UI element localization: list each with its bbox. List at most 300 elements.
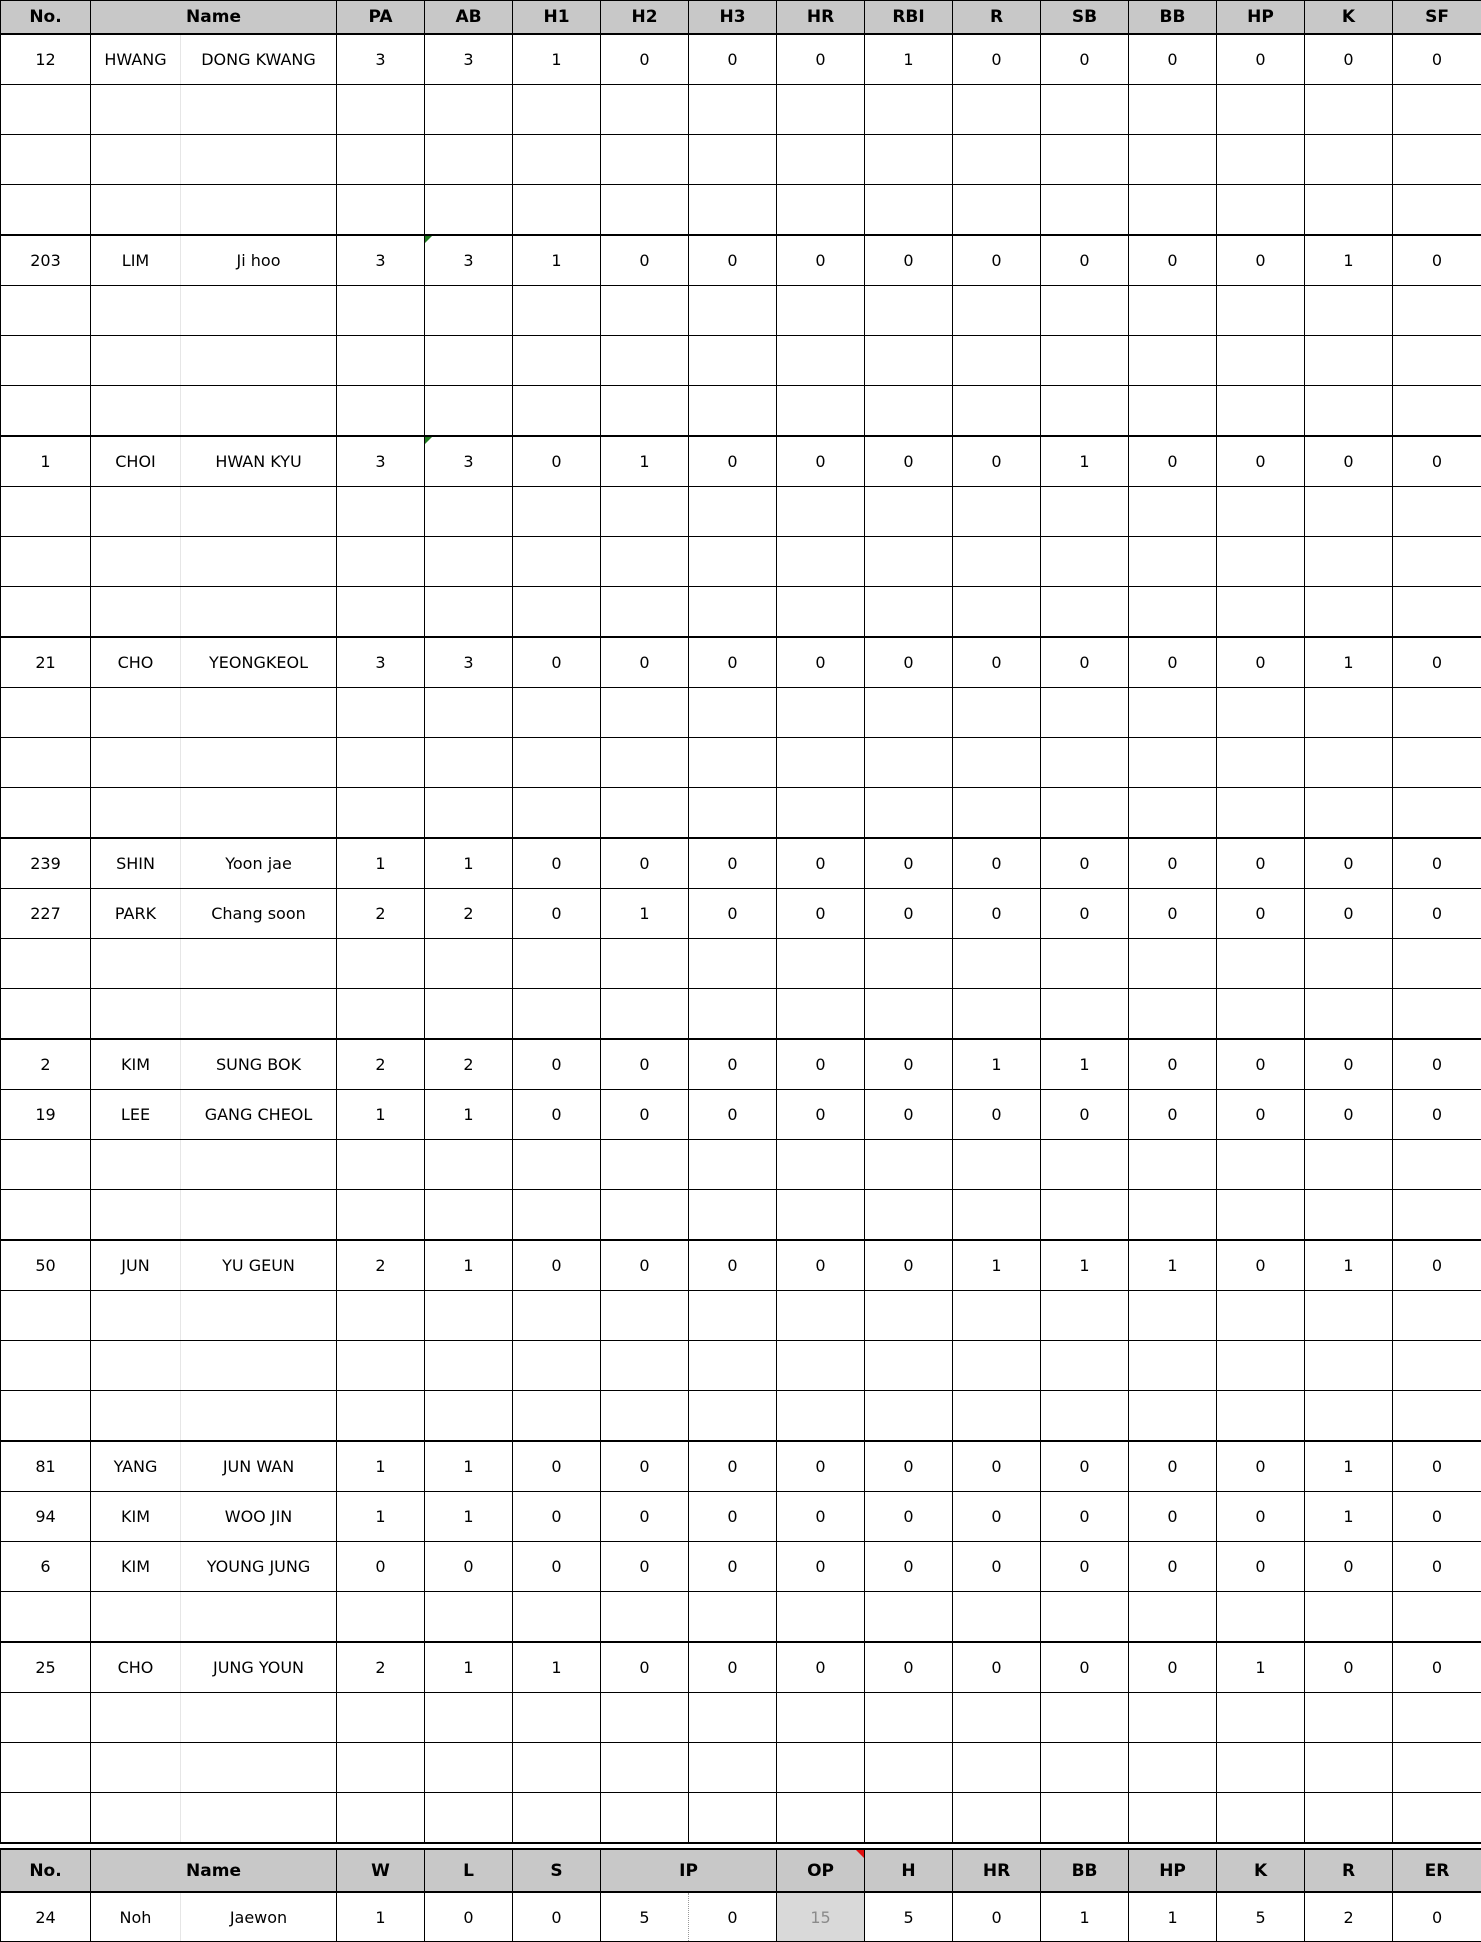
stat-cell-bb: 1 xyxy=(1041,1892,1129,1942)
stat-cell-k: 0 xyxy=(1305,436,1393,487)
stat-cell-sf xyxy=(1393,487,1481,537)
stat-cell-ab: 0 xyxy=(425,1542,513,1592)
stat-cell-sf xyxy=(1393,788,1481,839)
stat-cell-rbi xyxy=(865,185,953,236)
stat-cell-sf: 0 xyxy=(1393,889,1481,939)
stat-cell-k xyxy=(1305,738,1393,788)
stat-cell-rbi: 0 xyxy=(865,1492,953,1542)
stat-cell-hr xyxy=(777,1793,865,1844)
last-name-cell: KIM xyxy=(91,1542,181,1592)
stat-cell-bb xyxy=(1129,85,1217,135)
stat-cell-k xyxy=(1305,537,1393,587)
first-name-cell: Ji hoo xyxy=(181,235,337,286)
stat-cell-sb xyxy=(1041,1743,1129,1793)
stat-cell-sb: 0 xyxy=(1041,637,1129,688)
stat-cell-hr xyxy=(777,1140,865,1190)
stat-cell-hp: 0 xyxy=(1217,889,1305,939)
stat-cell-ab xyxy=(425,1693,513,1743)
stat-cell-hp xyxy=(1217,386,1305,437)
stat-cell-k: 1 xyxy=(1305,1492,1393,1542)
table-row xyxy=(1,688,1481,738)
last-name-cell xyxy=(91,85,181,135)
player-number-cell xyxy=(1,1341,91,1391)
first-name-cell: WOO JIN xyxy=(181,1492,337,1542)
stat-cell-bb: 0 xyxy=(1129,1642,1217,1693)
stat-cell-h1: 0 xyxy=(513,1039,601,1090)
stat-cell-rbi: 0 xyxy=(865,1542,953,1592)
stat-cell-rbi: 1 xyxy=(865,34,953,85)
stat-cell-ab xyxy=(425,185,513,236)
stat-cell-ab xyxy=(425,1743,513,1793)
stat-cell-sb xyxy=(1041,738,1129,788)
stat-cell-pa xyxy=(337,386,425,437)
last-name-cell xyxy=(91,537,181,587)
stat-cell-rbi xyxy=(865,1743,953,1793)
stat-cell-h3: 0 xyxy=(689,637,777,688)
stat-cell-sf xyxy=(1393,336,1481,386)
stat-cell-hr: 0 xyxy=(777,235,865,286)
stat-cell-ab xyxy=(425,85,513,135)
stat-cell-h2 xyxy=(601,1291,689,1341)
first-name-cell: Jaewon xyxy=(181,1892,337,1942)
stat-cell-bb: 0 xyxy=(1129,436,1217,487)
stat-cell-sf: 0 xyxy=(1393,235,1481,286)
stat-cell-h3 xyxy=(689,336,777,386)
stat-cell-pa: 1 xyxy=(337,838,425,889)
table-row xyxy=(1,436,1481,487)
stat-cell-ab: 3 xyxy=(425,235,513,286)
stat-cell-sb xyxy=(1041,1592,1129,1643)
table-row xyxy=(1,1190,1481,1241)
pitching-stats-table xyxy=(0,1848,1481,1942)
stat-cell-sb xyxy=(1041,336,1129,386)
stat-cell-sb xyxy=(1041,386,1129,437)
stat-cell-r xyxy=(953,1592,1041,1643)
stat-cell-h1 xyxy=(513,788,601,839)
stat-cell-h2: 0 xyxy=(601,1642,689,1693)
stat-cell-sf xyxy=(1393,537,1481,587)
player-number-cell xyxy=(1,1190,91,1241)
first-name-cell xyxy=(181,386,337,437)
stat-cell-h3: 0 xyxy=(689,1039,777,1090)
stat-cell-sb xyxy=(1041,939,1129,989)
table-row xyxy=(1,235,1481,286)
pitching-header-no: No. xyxy=(1,1849,91,1892)
table-row xyxy=(1,1793,1481,1844)
stat-cell-sf xyxy=(1393,135,1481,185)
stat-cell-ab: 1 xyxy=(425,1240,513,1291)
table-row xyxy=(1,1592,1481,1643)
stat-cell-bb xyxy=(1129,286,1217,336)
stat-cell-hr: 0 xyxy=(777,838,865,889)
table-row xyxy=(1,1341,1481,1391)
stat-cell-r: 0 xyxy=(953,889,1041,939)
stat-cell-h3 xyxy=(689,688,777,738)
stat-cell-bb: 0 xyxy=(1129,889,1217,939)
column-header-sf: SF xyxy=(1393,1,1481,35)
stat-cell-sb xyxy=(1041,135,1129,185)
stat-cell-ab: 3 xyxy=(425,637,513,688)
stat-cell-r: 2 xyxy=(1305,1892,1393,1942)
first-name-cell xyxy=(181,185,337,236)
stat-cell-ab: 3 xyxy=(425,34,513,85)
stat-cell-k xyxy=(1305,286,1393,336)
stat-cell-bb: 0 xyxy=(1129,1441,1217,1492)
stat-cell-hp xyxy=(1217,989,1305,1040)
stat-cell-pa xyxy=(337,688,425,738)
last-name-cell: Noh xyxy=(91,1892,181,1942)
last-name-cell: HWANG xyxy=(91,34,181,85)
stat-cell-hp: 0 xyxy=(1217,1039,1305,1090)
stat-cell-h1 xyxy=(513,1743,601,1793)
stat-cell-hp: 0 xyxy=(1217,436,1305,487)
last-name-cell xyxy=(91,1291,181,1341)
stat-cell-w: 1 xyxy=(337,1892,425,1942)
stat-cell-hp: 0 xyxy=(1217,1240,1305,1291)
stat-cell-r xyxy=(953,185,1041,236)
stat-cell-sf xyxy=(1393,1140,1481,1190)
column-header-h1: H1 xyxy=(513,1,601,35)
pitching-header-hp: HP xyxy=(1129,1849,1217,1892)
stat-cell-h3 xyxy=(689,386,777,437)
first-name-cell: GANG CHEOL xyxy=(181,1090,337,1140)
stat-cell-sf xyxy=(1393,1592,1481,1643)
stat-cell-hr: 0 xyxy=(777,889,865,939)
player-number-cell xyxy=(1,688,91,738)
stat-cell-sb xyxy=(1041,788,1129,839)
stat-cell-h3 xyxy=(689,1592,777,1643)
stat-cell-hp: 0 xyxy=(1217,1441,1305,1492)
stat-cell-r xyxy=(953,286,1041,336)
stat-cell-rbi xyxy=(865,939,953,989)
stat-cell-h3 xyxy=(689,286,777,336)
last-name-cell: CHOI xyxy=(91,436,181,487)
stat-cell-bb: 0 xyxy=(1129,637,1217,688)
stat-cell-bb xyxy=(1129,487,1217,537)
stat-cell-k xyxy=(1305,1592,1393,1643)
stat-cell-bb: 0 xyxy=(1129,1542,1217,1592)
stat-cell-r: 0 xyxy=(953,1492,1041,1542)
stat-cell-rbi: 0 xyxy=(865,1441,953,1492)
stat-cell-pa xyxy=(337,989,425,1040)
stat-cell-h1 xyxy=(513,1291,601,1341)
stat-cell-pa: 3 xyxy=(337,34,425,85)
stat-cell-bb xyxy=(1129,1140,1217,1190)
stat-cell-h1 xyxy=(513,1793,601,1844)
stat-cell-k xyxy=(1305,989,1393,1040)
stat-cell-h3: 0 xyxy=(689,1090,777,1140)
stat-cell-r xyxy=(953,537,1041,587)
stat-cell-h2 xyxy=(601,537,689,587)
column-header-hp: HP xyxy=(1217,1,1305,35)
stat-cell-sf xyxy=(1393,386,1481,437)
stat-cell-hr xyxy=(777,1391,865,1442)
stat-cell-hp xyxy=(1217,587,1305,638)
stat-cell-sb: 0 xyxy=(1041,1542,1129,1592)
player-number-cell: 94 xyxy=(1,1492,91,1542)
stat-cell-hp xyxy=(1217,788,1305,839)
first-name-cell xyxy=(181,587,337,638)
first-name-cell: YU GEUN xyxy=(181,1240,337,1291)
player-number-cell: 2 xyxy=(1,1039,91,1090)
stat-cell-h2: 0 xyxy=(601,235,689,286)
stat-cell-sb xyxy=(1041,1793,1129,1844)
table-row xyxy=(1,738,1481,788)
batting-header-row xyxy=(1,1,1481,35)
stat-cell-l: 0 xyxy=(425,1892,513,1942)
first-name-cell: YOUNG JUNG xyxy=(181,1542,337,1592)
stat-cell-rbi xyxy=(865,1793,953,1844)
stat-cell-h2 xyxy=(601,1693,689,1743)
player-number-cell: 19 xyxy=(1,1090,91,1140)
stat-cell-r xyxy=(953,1743,1041,1793)
stat-cell-pa: 2 xyxy=(337,1240,425,1291)
stat-cell-ab xyxy=(425,386,513,437)
stat-cell-ab xyxy=(425,1793,513,1844)
stat-cell-h2: 0 xyxy=(601,1240,689,1291)
stat-cell-hp: 0 xyxy=(1217,34,1305,85)
stat-cell-pa: 2 xyxy=(337,1039,425,1090)
last-name-cell xyxy=(91,1693,181,1743)
stat-cell-sf: 0 xyxy=(1393,1441,1481,1492)
stat-cell-r xyxy=(953,587,1041,638)
stat-cell-h3 xyxy=(689,1693,777,1743)
player-number-cell: 227 xyxy=(1,889,91,939)
stat-cell-hr: 0 xyxy=(777,1441,865,1492)
last-name-cell xyxy=(91,1341,181,1391)
stat-cell-h2: 0 xyxy=(601,838,689,889)
stat-cell-sf: 0 xyxy=(1393,838,1481,889)
stat-cell-h3: 0 xyxy=(689,838,777,889)
first-name-cell xyxy=(181,989,337,1040)
stat-cell-bb xyxy=(1129,537,1217,587)
stat-cell-bb xyxy=(1129,587,1217,638)
column-header-ab: AB xyxy=(425,1,513,35)
stat-cell-rbi xyxy=(865,1391,953,1442)
stat-cell-sf: 0 xyxy=(1393,637,1481,688)
stat-cell-h3 xyxy=(689,989,777,1040)
stat-cell-ab xyxy=(425,1190,513,1241)
stat-cell-h3 xyxy=(689,135,777,185)
first-name-cell xyxy=(181,1793,337,1844)
pitching-header-op: OP xyxy=(777,1849,865,1892)
player-number-cell xyxy=(1,989,91,1040)
table-row xyxy=(1,185,1481,236)
table-row xyxy=(1,1391,1481,1442)
stat-cell-h2 xyxy=(601,487,689,537)
stat-cell-h1 xyxy=(513,286,601,336)
stat-cell-bb xyxy=(1129,336,1217,386)
stat-cell-sf xyxy=(1393,1291,1481,1341)
stat-cell-sf xyxy=(1393,1693,1481,1743)
last-name-cell xyxy=(91,1592,181,1643)
stat-cell-h1 xyxy=(513,85,601,135)
stat-cell-r xyxy=(953,386,1041,437)
stat-cell-sf: 0 xyxy=(1393,436,1481,487)
stat-cell-h2 xyxy=(601,1190,689,1241)
stat-cell-rbi: 0 xyxy=(865,1090,953,1140)
first-name-cell: DONG KWANG xyxy=(181,34,337,85)
last-name-cell xyxy=(91,1391,181,1442)
stat-cell-k: 1 xyxy=(1305,637,1393,688)
pitching-header-name: Name xyxy=(91,1849,337,1892)
stat-cell-r: 0 xyxy=(953,637,1041,688)
stat-cell-hr xyxy=(777,135,865,185)
table-row xyxy=(1,537,1481,587)
stat-cell-rbi: 0 xyxy=(865,838,953,889)
stat-cell-bb: 1 xyxy=(1129,1240,1217,1291)
stat-cell-h1 xyxy=(513,336,601,386)
stat-cell-rbi xyxy=(865,788,953,839)
stat-cell-rbi xyxy=(865,1190,953,1241)
stat-cell-hp xyxy=(1217,286,1305,336)
stat-cell-bb: 0 xyxy=(1129,1090,1217,1140)
stat-cell-bb xyxy=(1129,185,1217,236)
last-name-cell xyxy=(91,989,181,1040)
stat-cell-rbi xyxy=(865,1291,953,1341)
table-row xyxy=(1,487,1481,537)
column-header-name: Name xyxy=(91,1,337,35)
stat-cell-h2 xyxy=(601,336,689,386)
player-number-cell xyxy=(1,135,91,185)
table-row xyxy=(1,587,1481,638)
stat-cell-h2: 0 xyxy=(601,1039,689,1090)
player-number-cell xyxy=(1,1391,91,1442)
stat-cell-h3 xyxy=(689,738,777,788)
stat-cell-h1 xyxy=(513,135,601,185)
column-header-k: K xyxy=(1305,1,1393,35)
stat-cell-pa xyxy=(337,939,425,989)
stat-cell-s: 0 xyxy=(513,1892,601,1942)
table-row xyxy=(1,1743,1481,1793)
stat-cell-h3: 0 xyxy=(689,1492,777,1542)
stat-cell-k: 1 xyxy=(1305,1441,1393,1492)
stat-cell-hr: 0 xyxy=(777,1039,865,1090)
stat-cell-hr: 0 xyxy=(777,1090,865,1140)
stat-cell-r: 0 xyxy=(953,1642,1041,1693)
stat-cell-hp: 0 xyxy=(1217,1090,1305,1140)
stat-cell-k: 0 xyxy=(1305,1642,1393,1693)
stat-cell-r: 0 xyxy=(953,1542,1041,1592)
stat-cell-ab: 1 xyxy=(425,1492,513,1542)
stat-cell-h1: 0 xyxy=(513,1441,601,1492)
stat-cell-pa xyxy=(337,537,425,587)
stat-cell-ab: 1 xyxy=(425,1441,513,1492)
stat-cell-h2 xyxy=(601,1793,689,1844)
stat-cell-hr xyxy=(777,1592,865,1643)
last-name-cell: LEE xyxy=(91,1090,181,1140)
stat-cell-sb xyxy=(1041,1341,1129,1391)
stat-cell-hr: 0 xyxy=(777,1240,865,1291)
stat-cell-hp: 1 xyxy=(1217,1642,1305,1693)
stat-cell-r: 0 xyxy=(953,1441,1041,1492)
stat-cell-h2 xyxy=(601,1341,689,1391)
stat-cell-r xyxy=(953,85,1041,135)
stat-cell-sf xyxy=(1393,587,1481,638)
stat-cell-ab xyxy=(425,286,513,336)
stat-cell-pa: 1 xyxy=(337,1441,425,1492)
player-number-cell: 81 xyxy=(1,1441,91,1492)
stat-cell-r xyxy=(953,1291,1041,1341)
first-name-cell: JUNG YOUN xyxy=(181,1642,337,1693)
last-name-cell xyxy=(91,386,181,437)
last-name-cell xyxy=(91,587,181,638)
player-number-cell xyxy=(1,286,91,336)
stat-cell-r xyxy=(953,1793,1041,1844)
stat-cell-h1 xyxy=(513,537,601,587)
first-name-cell: HWAN KYU xyxy=(181,436,337,487)
stat-cell-rbi xyxy=(865,336,953,386)
stat-cell-hr xyxy=(777,1291,865,1341)
stat-cell-pa xyxy=(337,738,425,788)
stat-cell-bb xyxy=(1129,1190,1217,1241)
table-row xyxy=(1,286,1481,336)
table-row xyxy=(1,1542,1481,1592)
last-name-cell xyxy=(91,738,181,788)
stat-cell-h2: 1 xyxy=(601,889,689,939)
stat-cell-hp xyxy=(1217,1693,1305,1743)
stat-cell-ab: 1 xyxy=(425,838,513,889)
first-name-cell: SUNG BOK xyxy=(181,1039,337,1090)
stat-cell-h3: 0 xyxy=(689,34,777,85)
stat-cell-bb xyxy=(1129,386,1217,437)
pitching-header-s: S xyxy=(513,1849,601,1892)
stat-cell-h3 xyxy=(689,1190,777,1241)
stat-cell-r xyxy=(953,336,1041,386)
stat-cell-bb xyxy=(1129,1341,1217,1391)
pitching-header-hr: HR xyxy=(953,1849,1041,1892)
stat-cell-sb xyxy=(1041,1291,1129,1341)
stat-cell-ab: 2 xyxy=(425,889,513,939)
table-row xyxy=(1,1140,1481,1190)
stat-cell-k: 1 xyxy=(1305,1240,1393,1291)
first-name-cell xyxy=(181,1391,337,1442)
stat-cell-rbi xyxy=(865,1693,953,1743)
stat-cell-r: 0 xyxy=(953,235,1041,286)
stat-cell-rbi xyxy=(865,286,953,336)
stat-cell-k xyxy=(1305,1291,1393,1341)
table-row xyxy=(1,1090,1481,1140)
column-header-pa: PA xyxy=(337,1,425,35)
stat-cell-sb xyxy=(1041,1693,1129,1743)
column-header-no: No. xyxy=(1,1,91,35)
stat-cell-h1 xyxy=(513,587,601,638)
stat-cell-pa xyxy=(337,85,425,135)
stat-cell-r: 0 xyxy=(953,436,1041,487)
stat-cell-sb xyxy=(1041,989,1129,1040)
stat-cell-pa xyxy=(337,185,425,236)
stat-cell-bb: 0 xyxy=(1129,838,1217,889)
stat-cell-h1: 0 xyxy=(513,1542,601,1592)
stat-cell-hp: 1 xyxy=(1129,1892,1217,1942)
stat-cell-rbi xyxy=(865,1140,953,1190)
stat-cell-sb: 0 xyxy=(1041,1090,1129,1140)
stat-cell-hp xyxy=(1217,1391,1305,1442)
player-number-cell xyxy=(1,1140,91,1190)
stat-cell-hp: 0 xyxy=(1217,1492,1305,1542)
player-number-cell xyxy=(1,587,91,638)
column-header-bb: BB xyxy=(1129,1,1217,35)
stat-cell-ab xyxy=(425,135,513,185)
stat-cell-k xyxy=(1305,939,1393,989)
stat-cell-hr xyxy=(777,1341,865,1391)
stat-cell-er: 0 xyxy=(1393,1892,1481,1942)
stat-cell-h1 xyxy=(513,487,601,537)
stat-cell-pa: 0 xyxy=(337,1542,425,1592)
stat-cell-k xyxy=(1305,85,1393,135)
stat-cell-ab xyxy=(425,1391,513,1442)
stat-cell-pa: 3 xyxy=(337,436,425,487)
